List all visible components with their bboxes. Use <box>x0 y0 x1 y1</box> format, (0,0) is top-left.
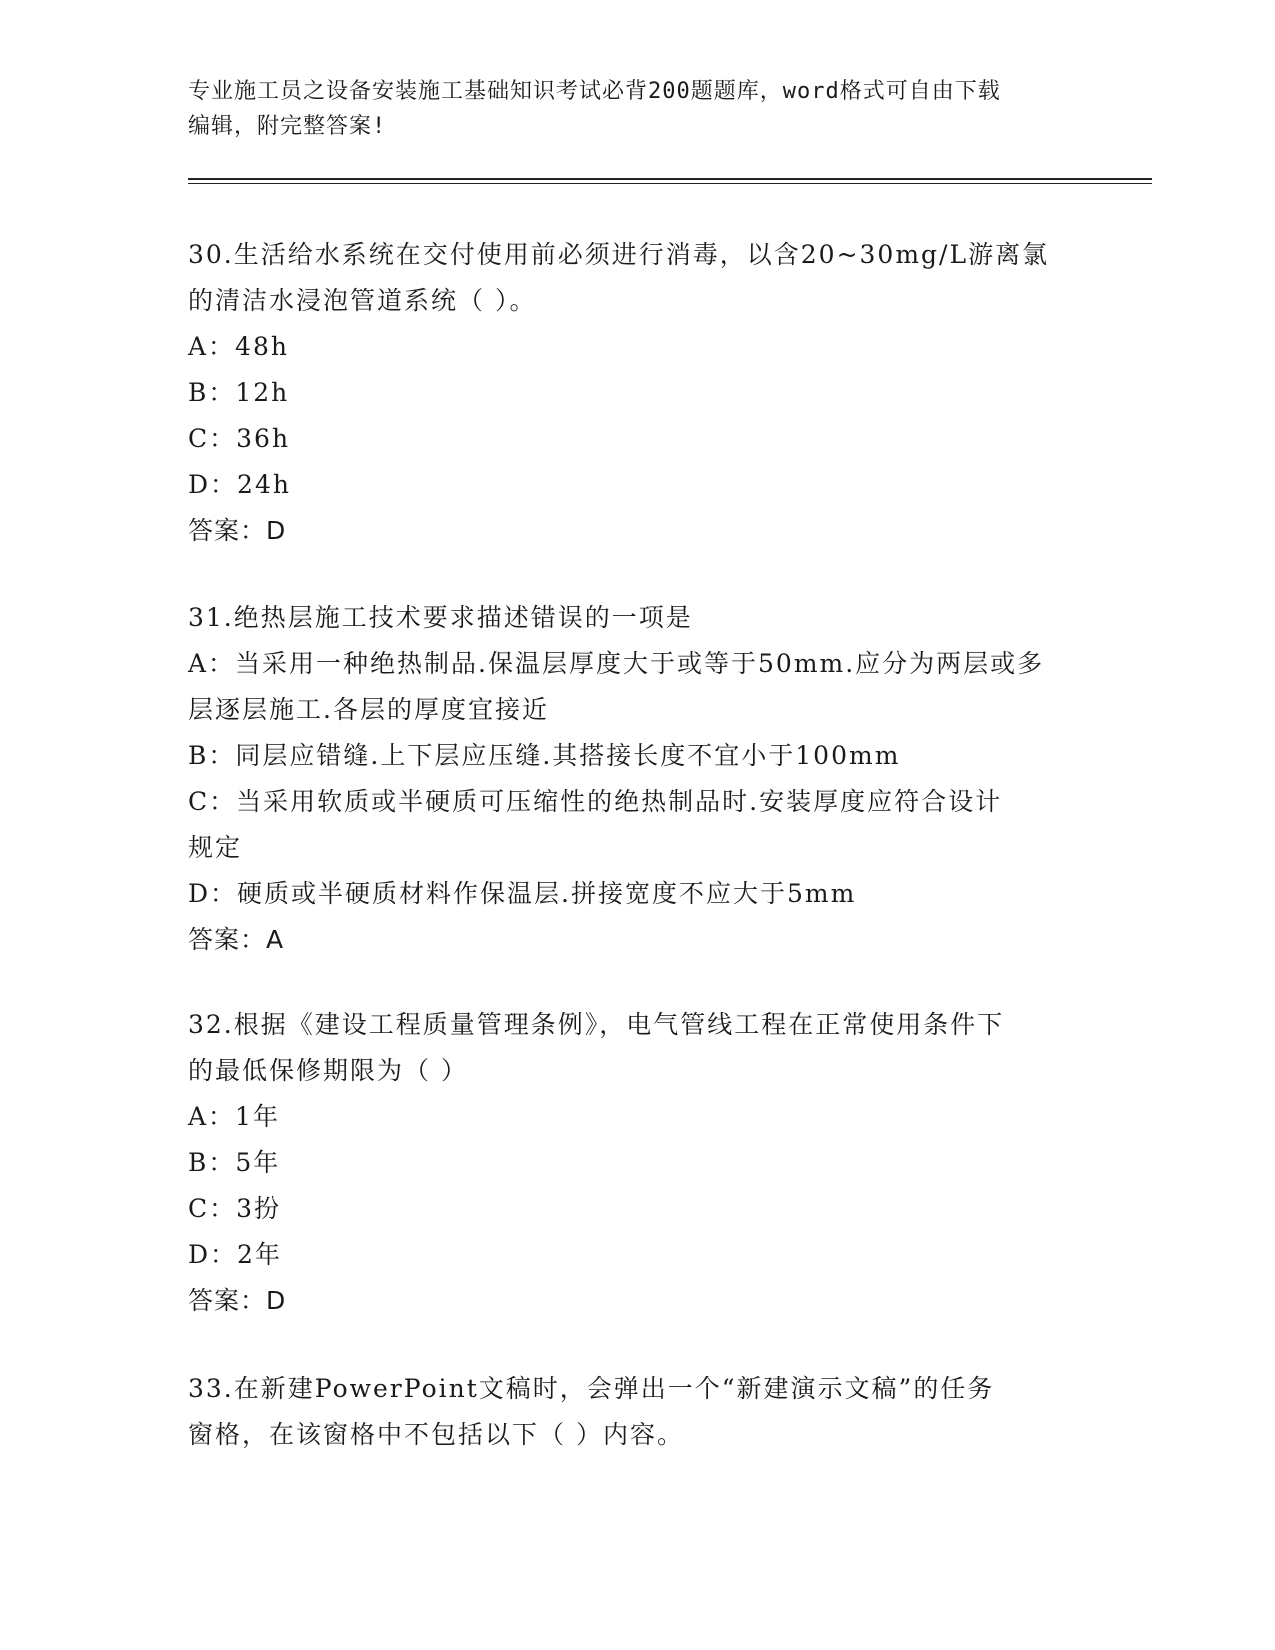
question-stem-continued: 的清洁水浸泡管道系统（ ）。 <box>188 286 537 315</box>
answer-key: 答案：A <box>188 925 285 954</box>
option-a-continued: 层逐层施工.各层的厚度宜接近 <box>188 695 549 724</box>
question-stem: 31.绝热层施工技术要求描述错误的一项是 <box>188 603 693 632</box>
question-30 <box>188 232 1088 554</box>
header-divider <box>188 178 1152 184</box>
option-a: A：1年 <box>188 1102 280 1131</box>
question-32 <box>188 1002 1088 1324</box>
option-a: A：48h <box>188 332 289 361</box>
question-stem-continued: 窗格，在该窗格中不包括以下（ ）内容。 <box>188 1420 684 1449</box>
option-c: C：3扮 <box>188 1194 282 1223</box>
option-d: D：24h <box>188 470 291 499</box>
document-header <box>188 74 1088 144</box>
question-31 <box>188 595 1088 963</box>
option-c: C：36h <box>188 424 291 453</box>
option-a: A：当采用一种绝热制品.保温层厚度大于或等于50mm.应分为两层或多 <box>188 649 1045 678</box>
option-b: B：12h <box>188 378 290 407</box>
option-b: B：同层应错缝.上下层应压缝.其搭接长度不宜小于100mm <box>188 741 901 770</box>
question-stem: 33.在新建PowerPoint文稿时，会弹出一个“新建演示文稿”的任务 <box>188 1374 995 1403</box>
option-c-continued: 规定 <box>188 833 243 862</box>
option-d: D：2年 <box>188 1240 282 1269</box>
question-stem-continued: 的最低保修期限为（ ） <box>188 1056 468 1085</box>
option-d: D：硬质或半硬质材料作保温层.拼接宽度不应大于5mm <box>188 879 857 908</box>
answer-key: 答案：D <box>188 1286 287 1315</box>
question-33 <box>188 1366 1088 1458</box>
option-b: B：5年 <box>188 1148 281 1177</box>
header-line-2: 编辑，附完整答案! <box>188 114 387 139</box>
question-stem: 32.根据《建设工程质量管理条例》，电气管线工程在正常使用条件下 <box>188 1010 1005 1039</box>
question-stem: 30.生活给水系统在交付使用前必须进行消毒，以含20~30mg/L游离氯 <box>188 240 1050 269</box>
option-c: C：当采用软质或半硬质可压缩性的绝热制品时.安装厚度应符合设计 <box>188 787 1003 816</box>
header-line-1: 专业施工员之设备安装施工基础知识考试必背200题题库，word格式可自由下载 <box>188 79 1001 104</box>
answer-key: 答案：D <box>188 516 287 545</box>
